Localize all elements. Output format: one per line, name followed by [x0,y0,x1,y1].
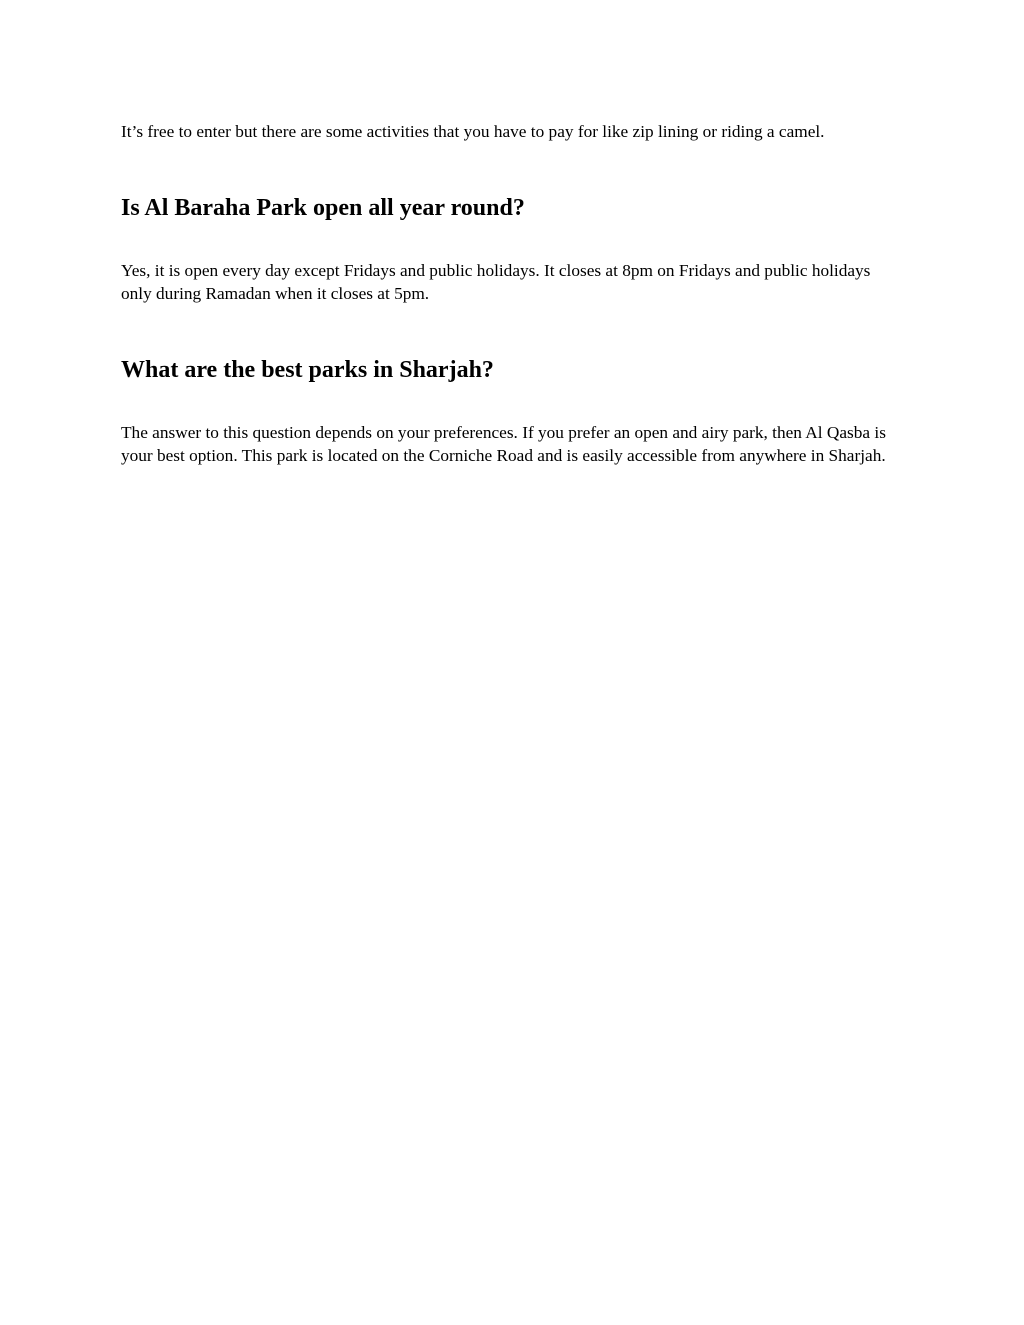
faq-heading-opening-hours: Is Al Baraha Park open all year round? [121,195,525,221]
spacer [121,143,891,193]
spacer [121,385,891,421]
intro-paragraph: It’s free to enter but there are some activities that you have to pay for like zip lining or riding a camel. [121,122,825,141]
faq-answer-best-parks: The answer to this question depends on your preferences. If you prefer an open and airy park, then Al Qasba is your best option. This park is located on the Corniche Road and is easily accessible from anywhere in Sharjah. [121,423,886,465]
spacer [121,305,891,355]
spacer [121,223,891,259]
faq-answer-opening-hours: Yes, it is open every day except Fridays and public holidays. It closes at 8pm on Fridays and public holidays only during Ramadan when it closes at 5pm. [121,261,871,303]
document-content [121,120,891,467]
faq-heading-best-parks: What are the best parks in Sharjah? [121,357,494,383]
